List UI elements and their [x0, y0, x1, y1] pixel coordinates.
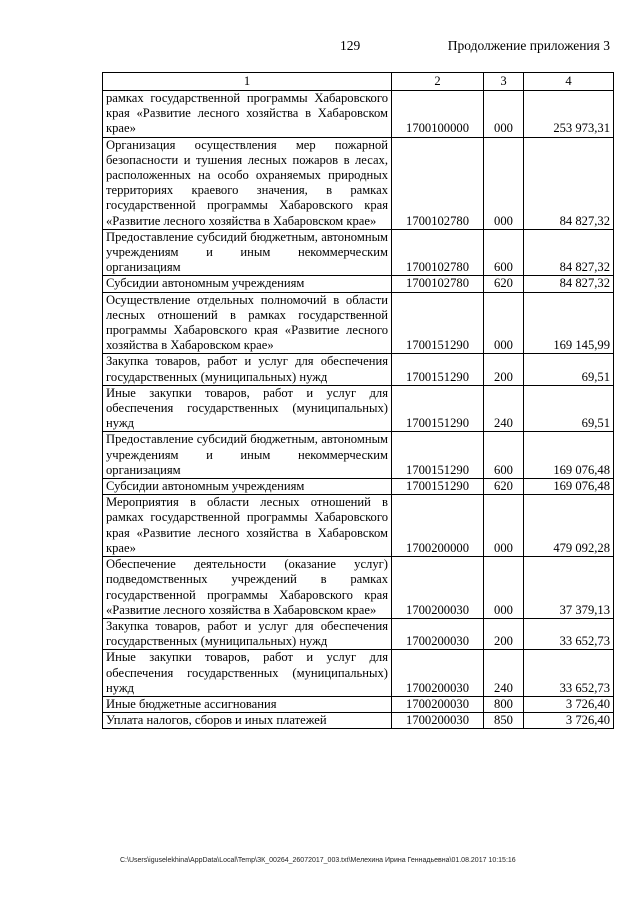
row-type: 000 [484, 292, 524, 354]
row-code: 1700200030 [392, 557, 484, 619]
row-type: 240 [484, 650, 524, 697]
row-code: 1700200030 [392, 618, 484, 649]
row-type: 240 [484, 385, 524, 432]
row-code: 1700102780 [392, 137, 484, 229]
row-code: 1700151290 [392, 385, 484, 432]
row-amount: 253 973,31 [524, 91, 614, 138]
row-name: Осуществление отдельных полномочий в области лесных отношений в рамках государственной программы Хабаровского края «Развитие лесного хозяйства в Хабаровском крае» [103, 292, 392, 354]
row-type: 000 [484, 137, 524, 229]
row-amount: 84 827,32 [524, 276, 614, 292]
row-code: 1700151290 [392, 292, 484, 354]
row-name: Иные закупки товаров, работ и услуг для обеспечения государственных (муниципальных) нужд [103, 650, 392, 697]
table-row [103, 276, 614, 292]
row-code: 1700151290 [392, 432, 484, 479]
column-header: 1 [103, 73, 392, 91]
row-amount: 169 076,48 [524, 479, 614, 495]
column-header: 4 [524, 73, 614, 91]
row-amount: 84 827,32 [524, 229, 614, 276]
table-row [103, 292, 614, 354]
budget-table [102, 72, 614, 729]
table-header-row [103, 73, 614, 91]
row-code: 1700200000 [392, 495, 484, 557]
row-type: 200 [484, 354, 524, 385]
row-name: Мероприятия в области лесных отношений в рамках государственной программы Хабаровского края «Развитие лесного хозяйства в Хабаровском крае» [103, 495, 392, 557]
row-amount: 3 726,40 [524, 713, 614, 729]
row-code: 1700102780 [392, 276, 484, 292]
row-code: 1700102780 [392, 229, 484, 276]
row-name: Предоставление субсидий бюджетным, автономным учреждениям и иным некоммерческим организациям [103, 229, 392, 276]
row-type: 000 [484, 557, 524, 619]
row-amount: 84 827,32 [524, 137, 614, 229]
row-amount: 69,51 [524, 354, 614, 385]
column-header: 2 [392, 73, 484, 91]
row-type: 600 [484, 432, 524, 479]
row-type: 620 [484, 276, 524, 292]
row-name: Организация осуществления мер пожарной безопасности и тушения лесных пожаров в лесах, расположенных на особо охраняемых природных территориях краевого значения, в рамках государственной программы Хабаровского края «Развитие лесного хозяйства в Хабаровском крае» [103, 137, 392, 229]
row-code: 1700151290 [392, 354, 484, 385]
row-amount: 3 726,40 [524, 696, 614, 712]
table-row [103, 696, 614, 712]
row-code: 1700151290 [392, 479, 484, 495]
row-amount: 169 145,99 [524, 292, 614, 354]
row-name: Закупка товаров, работ и услуг для обеспечения государственных (муниципальных) нужд [103, 354, 392, 385]
row-type: 850 [484, 713, 524, 729]
table-row [103, 479, 614, 495]
row-code: 1700200030 [392, 696, 484, 712]
row-name: Закупка товаров, работ и услуг для обеспечения государственных (муниципальных) нужд [103, 618, 392, 649]
table-row [103, 618, 614, 649]
row-name: Субсидии автономным учреждениям [103, 276, 392, 292]
table-row [103, 229, 614, 276]
row-amount: 479 092,28 [524, 495, 614, 557]
table-row [103, 713, 614, 729]
table-row [103, 385, 614, 432]
row-type: 800 [484, 696, 524, 712]
row-type: 600 [484, 229, 524, 276]
row-name: Иные бюджетные ассигнования [103, 696, 392, 712]
row-name: Обеспечение деятельности (оказание услуг) подведомственных учреждений в рамках государственной программы Хабаровского края «Развитие лесного хозяйства в Хабаровском крае» [103, 557, 392, 619]
table-row [103, 137, 614, 229]
row-type: 620 [484, 479, 524, 495]
row-name: рамках государственной программы Хабаровского края «Развитие лесного хозяйства в Хабаровском крае» [103, 91, 392, 138]
row-code: 1700200030 [392, 713, 484, 729]
table-row [103, 354, 614, 385]
column-header: 3 [484, 73, 524, 91]
table-row [103, 495, 614, 557]
table-row [103, 650, 614, 697]
row-amount: 33 652,73 [524, 650, 614, 697]
row-name: Уплата налогов, сборов и иных платежей [103, 713, 392, 729]
row-type: 000 [484, 495, 524, 557]
table-row [103, 432, 614, 479]
row-name: Иные закупки товаров, работ и услуг для обеспечения государственных (муниципальных) нужд [103, 385, 392, 432]
row-amount: 69,51 [524, 385, 614, 432]
row-amount: 33 652,73 [524, 618, 614, 649]
row-name: Субсидии автономным учреждениям [103, 479, 392, 495]
page-caption: Продолжение приложения 3 [447, 38, 610, 53]
row-type: 000 [484, 91, 524, 138]
row-amount: 37 379,13 [524, 557, 614, 619]
row-code: 1700200030 [392, 650, 484, 697]
page-number: 129 [340, 38, 361, 53]
row-amount: 169 076,48 [524, 432, 614, 479]
row-name: Предоставление субсидий бюджетным, автономным учреждениям и иным некоммерческим организациям [103, 432, 392, 479]
row-code: 1700100000 [392, 91, 484, 138]
footer-file-path: C:\Users\iguselekhina\AppData\Local\Temp\ЗК_00264_26072017_003.txt\Мелехина Ирина Геннадьевна\01.08.2017 10:15:16 [120, 857, 516, 864]
table-row [103, 91, 614, 138]
row-type: 200 [484, 618, 524, 649]
table-row [103, 557, 614, 619]
